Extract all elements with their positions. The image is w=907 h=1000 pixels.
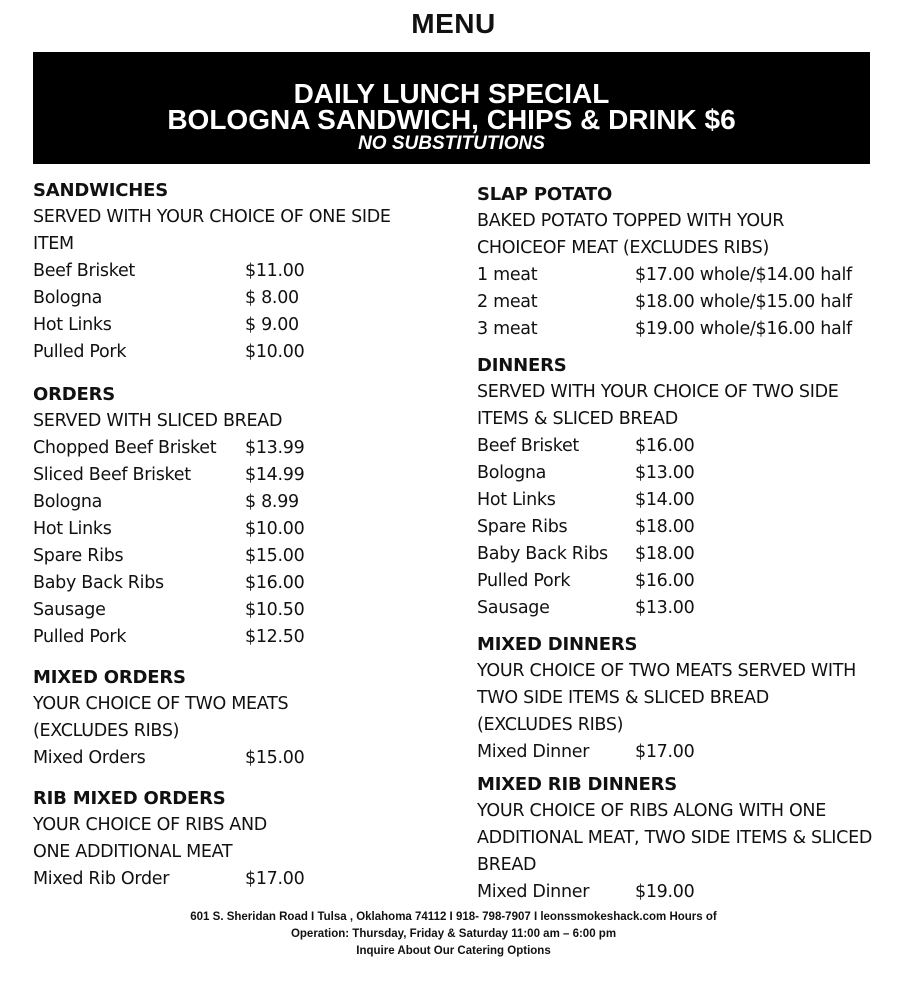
menu-item <box>477 739 887 766</box>
section-heading: SANDWICHES <box>33 180 168 201</box>
item-name: Hot Links <box>33 315 112 335</box>
item-name: Beef Brisket <box>477 436 579 456</box>
item-name: Sausage <box>33 600 106 620</box>
item-name: Pulled Pork <box>33 627 127 647</box>
section-heading: DINNERS <box>477 355 567 376</box>
item-price: $11.00 <box>245 261 305 281</box>
section-desc: BREAD <box>477 855 537 875</box>
item-price: $15.00 <box>245 546 305 566</box>
menu-item <box>477 433 887 460</box>
menu-item <box>33 866 453 893</box>
item-price: $17.00 <box>635 742 695 762</box>
item-price: $13.99 <box>245 438 305 458</box>
item-price: $10.50 <box>245 600 305 620</box>
section-desc: SERVED WITH YOUR CHOICE OF ONE SIDE <box>33 207 391 227</box>
menu-item <box>477 460 887 487</box>
menu-item <box>477 487 887 514</box>
item-price: $19.00 whole/$16.00 half <box>635 319 852 339</box>
menu-item <box>33 745 453 772</box>
menu-item <box>33 597 453 624</box>
item-price: $15.00 <box>245 748 305 768</box>
section-orders <box>33 382 453 651</box>
lunch-special-banner <box>33 52 870 164</box>
section-heading: SLAP POTATO <box>477 184 613 205</box>
item-name: 2 meat <box>477 292 538 312</box>
footer-info <box>0 909 907 960</box>
section-desc: ADDITIONAL MEAT, TWO SIDE ITEMS & SLICED <box>477 828 873 848</box>
item-name: Bologna <box>33 492 103 512</box>
item-price: $18.00 whole/$15.00 half <box>635 292 852 312</box>
footer-address: 601 S. Sheridan Road I Tulsa , Oklahoma 74112 I 918- 798-7907 I leonssmokeshack.com Hours of <box>190 911 717 923</box>
item-price: $13.00 <box>635 598 695 618</box>
item-price: $10.00 <box>245 519 305 539</box>
section-slap-potato <box>477 182 887 343</box>
menu-item <box>33 489 453 516</box>
section-desc: (EXCLUDES RIBS) <box>477 715 624 735</box>
menu-item <box>33 339 453 366</box>
menu-item <box>33 516 453 543</box>
section-desc: SERVED WITH YOUR CHOICE OF TWO SIDE <box>477 382 839 402</box>
menu-item <box>477 541 887 568</box>
banner-heading: DAILY LUNCH SPECIAL <box>293 78 610 109</box>
section-desc: YOUR CHOICE OF TWO MEATS <box>33 694 289 714</box>
footer-hours: Operation: Thursday, Friday & Saturday 11:00 am – 6:00 pm <box>290 928 617 940</box>
section-dinners <box>477 353 887 622</box>
section-desc: ITEMS & SLICED BREAD <box>477 409 678 429</box>
section-desc: ITEM <box>33 234 74 254</box>
item-name: Bologna <box>477 463 547 483</box>
item-name: Mixed Dinner <box>477 882 590 902</box>
section-mixed-dinners <box>477 632 887 766</box>
item-name: Spare Ribs <box>477 517 568 537</box>
banner-special: BOLOGNA SANDWICH, CHIPS & DRINK $6 <box>167 104 736 135</box>
section-heading: MIXED DINNERS <box>477 634 638 655</box>
item-name: Mixed Dinner <box>477 742 590 762</box>
item-price: $ 9.00 <box>245 315 299 335</box>
item-name: Chopped Beef Brisket <box>33 438 217 458</box>
menu-item <box>477 595 887 622</box>
item-price: $16.00 <box>635 436 695 456</box>
footer-catering: Inquire About Our Catering Options <box>356 945 551 957</box>
item-name: Sliced Beef Brisket <box>33 465 191 485</box>
menu-item <box>33 258 453 285</box>
section-rib-mixed-orders <box>33 786 453 893</box>
item-name: Baby Back Ribs <box>477 544 608 564</box>
item-price: $16.00 <box>245 573 305 593</box>
menu-item <box>477 262 887 289</box>
item-price: $10.00 <box>245 342 305 362</box>
item-price: $17.00 whole/$14.00 half <box>635 265 852 285</box>
item-price: $14.00 <box>635 490 695 510</box>
item-price: $19.00 <box>635 882 695 902</box>
left-column <box>33 178 453 893</box>
section-heading: RIB MIXED ORDERS <box>33 788 226 809</box>
banner-note: NO SUBSTITUTIONS <box>358 133 545 154</box>
item-name: Pulled Pork <box>33 342 127 362</box>
menu-item <box>33 462 453 489</box>
menu-item <box>33 543 453 570</box>
right-column <box>477 182 887 906</box>
menu-item <box>33 624 453 651</box>
section-desc: YOUR CHOICE OF TWO MEATS SERVED WITH <box>477 661 857 681</box>
menu-item <box>477 289 887 316</box>
item-name: 1 meat <box>477 265 538 285</box>
item-name: Bologna <box>33 288 103 308</box>
item-price: $16.00 <box>635 571 695 591</box>
section-heading: MIXED ORDERS <box>33 667 186 688</box>
item-name: Hot Links <box>33 519 112 539</box>
item-price: $18.00 <box>635 517 695 537</box>
section-desc: CHOICEOF MEAT (EXCLUDES RIBS) <box>477 238 769 258</box>
section-desc: BAKED POTATO TOPPED WITH YOUR <box>477 211 785 231</box>
menu-item <box>477 316 887 343</box>
section-sandwiches <box>33 178 453 366</box>
item-price: $17.00 <box>245 869 305 889</box>
item-price: $ 8.00 <box>245 288 299 308</box>
item-name: Mixed Orders <box>33 748 146 768</box>
item-price: $12.50 <box>245 627 305 647</box>
menu-item <box>33 312 453 339</box>
item-name: Spare Ribs <box>33 546 124 566</box>
section-heading: MIXED RIB DINNERS <box>477 774 678 795</box>
item-price: $18.00 <box>635 544 695 564</box>
item-name: Pulled Pork <box>477 571 571 591</box>
menu-item <box>33 570 453 597</box>
item-name: Baby Back Ribs <box>33 573 164 593</box>
section-desc: TWO SIDE ITEMS & SLICED BREAD <box>477 688 769 708</box>
item-name: Beef Brisket <box>33 261 135 281</box>
section-desc: YOUR CHOICE OF RIBS ALONG WITH ONE <box>477 801 826 821</box>
section-desc: SERVED WITH SLICED BREAD <box>33 411 283 431</box>
section-heading: ORDERS <box>33 384 116 405</box>
item-price: $14.99 <box>245 465 305 485</box>
section-desc: YOUR CHOICE OF RIBS AND <box>33 815 267 835</box>
menu-item <box>477 568 887 595</box>
item-price: $13.00 <box>635 463 695 483</box>
section-desc: ONE ADDITIONAL MEAT <box>33 842 233 862</box>
item-name: Mixed Rib Order <box>33 869 170 889</box>
menu-title: MENU <box>411 8 496 39</box>
section-mixed-rib-dinners <box>477 772 887 906</box>
menu-item <box>477 514 887 541</box>
item-price: $ 8.99 <box>245 492 299 512</box>
menu-item <box>33 285 453 312</box>
menu-item <box>477 879 887 906</box>
item-name: Hot Links <box>477 490 556 510</box>
section-mixed-orders <box>33 665 453 772</box>
item-name: 3 meat <box>477 319 538 339</box>
menu-item <box>33 435 453 462</box>
item-name: Sausage <box>477 598 550 618</box>
section-desc: (EXCLUDES RIBS) <box>33 721 180 741</box>
